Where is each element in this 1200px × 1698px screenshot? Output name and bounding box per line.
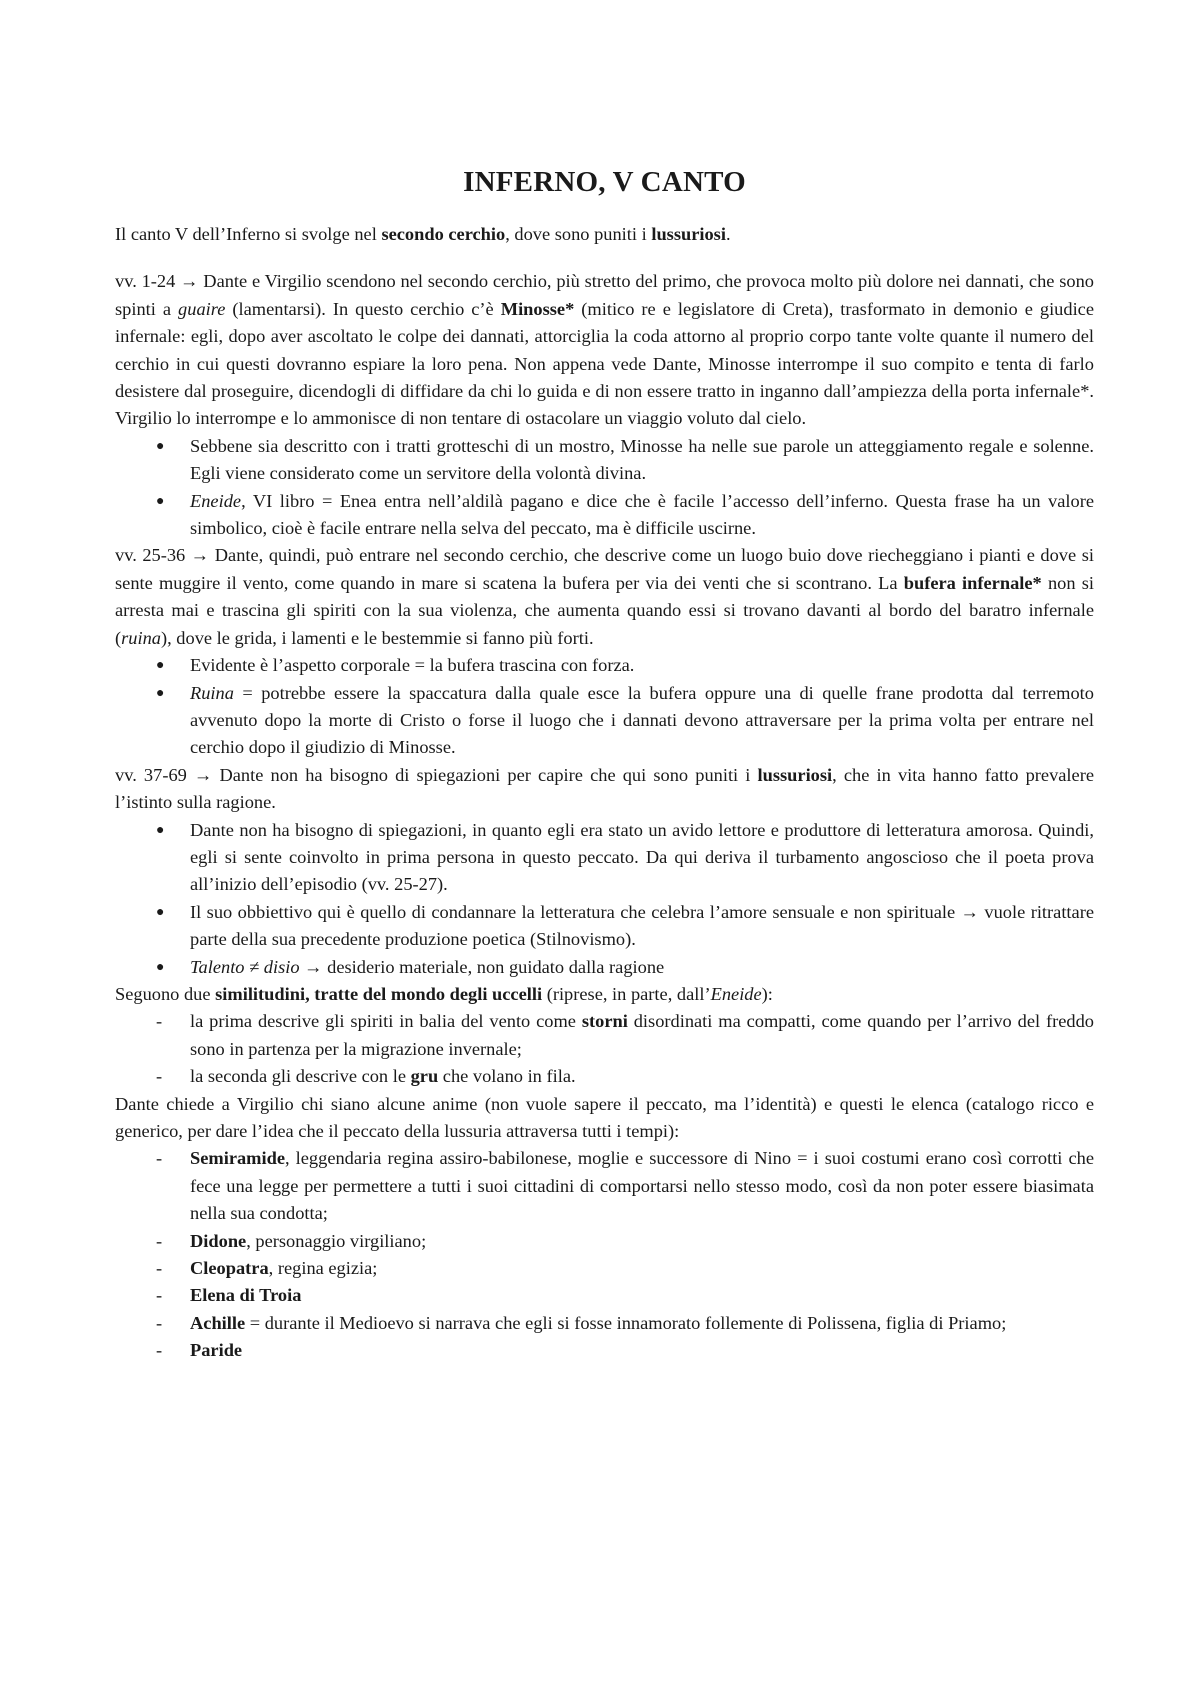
section-vv-25-36 [115,542,1094,652]
bold-run: lussuriosi [757,764,833,785]
text-run: ): [761,983,773,1004]
text-run: la seconda gli descrive con le [190,1066,411,1087]
italic-run: Eneide [190,490,242,511]
list-item-text: → desiderio materiale, non guidato dalla ragione [299,956,665,977]
bullet-marker: ● [156,904,165,920]
section-vv-1-24 [115,268,1094,432]
page-title: INFERNO, V CANTO [463,166,746,198]
dash-marker: - [156,1148,163,1169]
list-item [115,1310,1094,1337]
list-item-text: Dante non ha bisogno di spiegazioni, in quanto egli era stato un avido lettore e produttore di letteratura amorosa. Quindi, egli si sente coinvolto in prima persona in questo peccato. Da qui deriva il turbamento angoscioso che il poeta prova all’inizio dell’episodio (vv. 25-27). [190,819,1094,895]
bold-run: storni [581,1011,628,1032]
list-item-text: Sebbene sia descritto con i tratti grotteschi di un mostro, Minosse ha nelle sue parole un atteggiamento regale e solenne. Egli viene considerato come un servitore della volontà divina. [190,435,1094,484]
bullet-marker: ● [156,658,165,674]
list-item-text: Il suo obbiettivo qui è quello di condannare la letteratura che celebra l’amore sensuale e non spirituale → vuole ritrattare parte della sua precedente produzione poetica (Stilnovismo). [190,901,1094,950]
similitudes-paragraph [115,981,1094,1008]
dash-marker: - [156,1011,163,1032]
soul-name: Paride [190,1340,243,1361]
italic-run: ruina [121,627,161,648]
list-item [115,1008,1094,1063]
bold-run: bufera infernale* [903,572,1042,593]
bold-run: lussuriosi [651,224,726,244]
intro-paragraph [115,221,1094,248]
bullet-list [115,652,1094,762]
dash-marker: - [156,1066,163,1087]
bold-run: , [305,983,315,1004]
soul-name: Cleopatra [190,1258,269,1279]
list-item [115,488,1094,543]
bold-run: secondo cerchio [381,224,506,244]
list-item [115,1337,1094,1364]
list-item [115,652,1094,679]
catalogue-paragraph: Dante chiede a Virgilio chi siano alcune anime (non vuole sapere il peccato, ma l’identità) e questi le elenca (catalogo ricco e generico, per dare l’idea che il peccato della lussuria attraversa tutti i tempi): [115,1093,1094,1141]
list-item [115,1282,1094,1309]
bullet-list [115,817,1094,981]
soul-name: Elena di Troia [190,1285,302,1306]
bold-run: tratte del mondo degli uccelli [314,983,543,1004]
text-run: vv. 1-24 → Dante e Virgilio scendono nel secondo cerchio, più stretto del primo, che provoca molto più dolore nei dannati, che sono spinti a [115,271,1094,319]
text-run: (mitico re e legislatore di Creta), trasformato in demonio e giudice infernale: egli, dopo aver ascoltato le colpe dei dannati, attorciglia la coda attorno al proprio corpo tante volte quante il numero del cerchio in cui questi dovranno espiare la loro pena. Non appena vede Dante, Minosse interrompe il suo compito e tenta di farlo desistere dal proseguire, dicendogli di diffidare da chi lo guida e di non essere tratto in inganno dall’ampiezza della porta infernale*. Virgilio lo interrompe e lo ammonisce di non tentare di ostacolare un viaggio voluto dal cielo. [115,298,1094,429]
bold-run: similitudini [215,983,306,1004]
text-run: ), dove le grida, i lamenti e le bestemmie si fanno più forti. [160,627,594,648]
list-item [115,954,1094,981]
text-run: che volano in fila. [438,1066,576,1087]
list-item-text: = potrebbe essere la spaccatura dalla quale esce la bufera oppure una di quelle frane prodotta dal terremoto avvenuto dopo la morte di Cristo o forse il luogo che i dannati devono attraversare per la prima volta per entrare nel cerchio dopo il giudizio di Minosse. [190,682,1094,758]
text-run: . [725,224,731,244]
italic-run: Talento ≠ disio [190,956,300,977]
text-run: Il canto V dell’Inferno si svolge nel [115,224,382,244]
bullet-marker: ● [156,438,165,454]
list-item [115,680,1094,762]
text-run: vv. 37-69 → Dante non ha bisogno di spiegazioni per capire che qui sono puniti i [115,764,758,785]
souls-list [115,1145,1094,1364]
list-item-text: Evidente è l’aspetto corporale = la bufera trascina con forza. [190,655,635,676]
dash-marker: - [156,1258,163,1279]
dash-marker: - [156,1230,163,1251]
dash-marker: - [156,1340,163,1361]
list-item [115,1063,1094,1090]
list-item [115,817,1094,899]
soul-description: = durante il Medioevo si narrava che egli si fosse innamorato follemente di Polissena, figlia di Priamo; [245,1312,1007,1333]
list-item-text: , VI libro = Enea entra nell’aldilà pagano e dice che è facile l’accesso dell’inferno. Questa frase ha un valore simbolico, cioè è facile entrare nella selva del peccato, ma è difficile uscirne. [190,490,1094,539]
bullet-marker: ● [156,493,165,509]
soul-description: , personaggio virgiliano; [246,1230,427,1251]
text-run: vv. 25-36 → Dante, quindi, può entrare nel secondo cerchio, che descrive come un luogo buio dove riecheggiano i pianti e dove si sente muggire il vento, come quando in mare si scatena la bufera per via dei venti che si scontrano. La [115,545,1094,593]
list-item [115,1145,1094,1227]
list-item [115,1228,1094,1255]
dash-marker: - [156,1285,163,1306]
text-run: Seguono due [115,983,216,1004]
dash-list [115,1008,1094,1090]
text-run: la prima descrive gli spiriti in balia del vento come [190,1011,582,1032]
italic-run: Ruina [190,682,234,703]
list-item [115,433,1094,488]
dash-marker: - [156,1312,163,1333]
italic-run: guaire [178,298,226,319]
text-run: (riprese, in parte, dall’ [542,983,711,1004]
text-run: , dove sono puniti i [505,224,652,244]
text-run: , che in vita hanno fatto prevalere l’istinto sulla ragione. [115,764,1094,813]
bullet-marker: ● [156,685,165,701]
text-run: disordinati ma compatti, come quando per l’arrivo del freddo sono in partenza per la migrazione invernale; [190,1011,1094,1059]
soul-description: , regina egizia; [268,1258,378,1279]
soul-name: Semiramide [190,1148,285,1169]
text-run: non si arresta mai e trascina gli spiriti con la sua violenza, che aumenta quando essi si trovano davanti al bordo del baratro infernale ( [115,572,1094,648]
list-item [115,899,1094,954]
bullet-marker: ● [156,959,165,975]
section-vv-37-69 [115,762,1094,817]
text-run: (lamentarsi). In questo cerchio c’è [225,298,501,319]
soul-name: Didone [190,1230,247,1251]
bold-run: gru [410,1066,439,1087]
bold-run: Minosse* [500,298,575,319]
italic-run: Eneide [710,983,762,1004]
list-item [115,1255,1094,1282]
bullet-marker: ● [156,822,165,838]
soul-name: Achille [190,1312,246,1333]
soul-description: , leggendaria regina assiro-babilonese, moglie e successore di Nino = i suoi costumi erano così corrotti che fece una legge per permettere a tutti i suoi cittadini di comportarsi nello stesso modo, così da non poter essere biasimata nella sua condotta; [190,1148,1094,1224]
bullet-list [115,433,1094,543]
